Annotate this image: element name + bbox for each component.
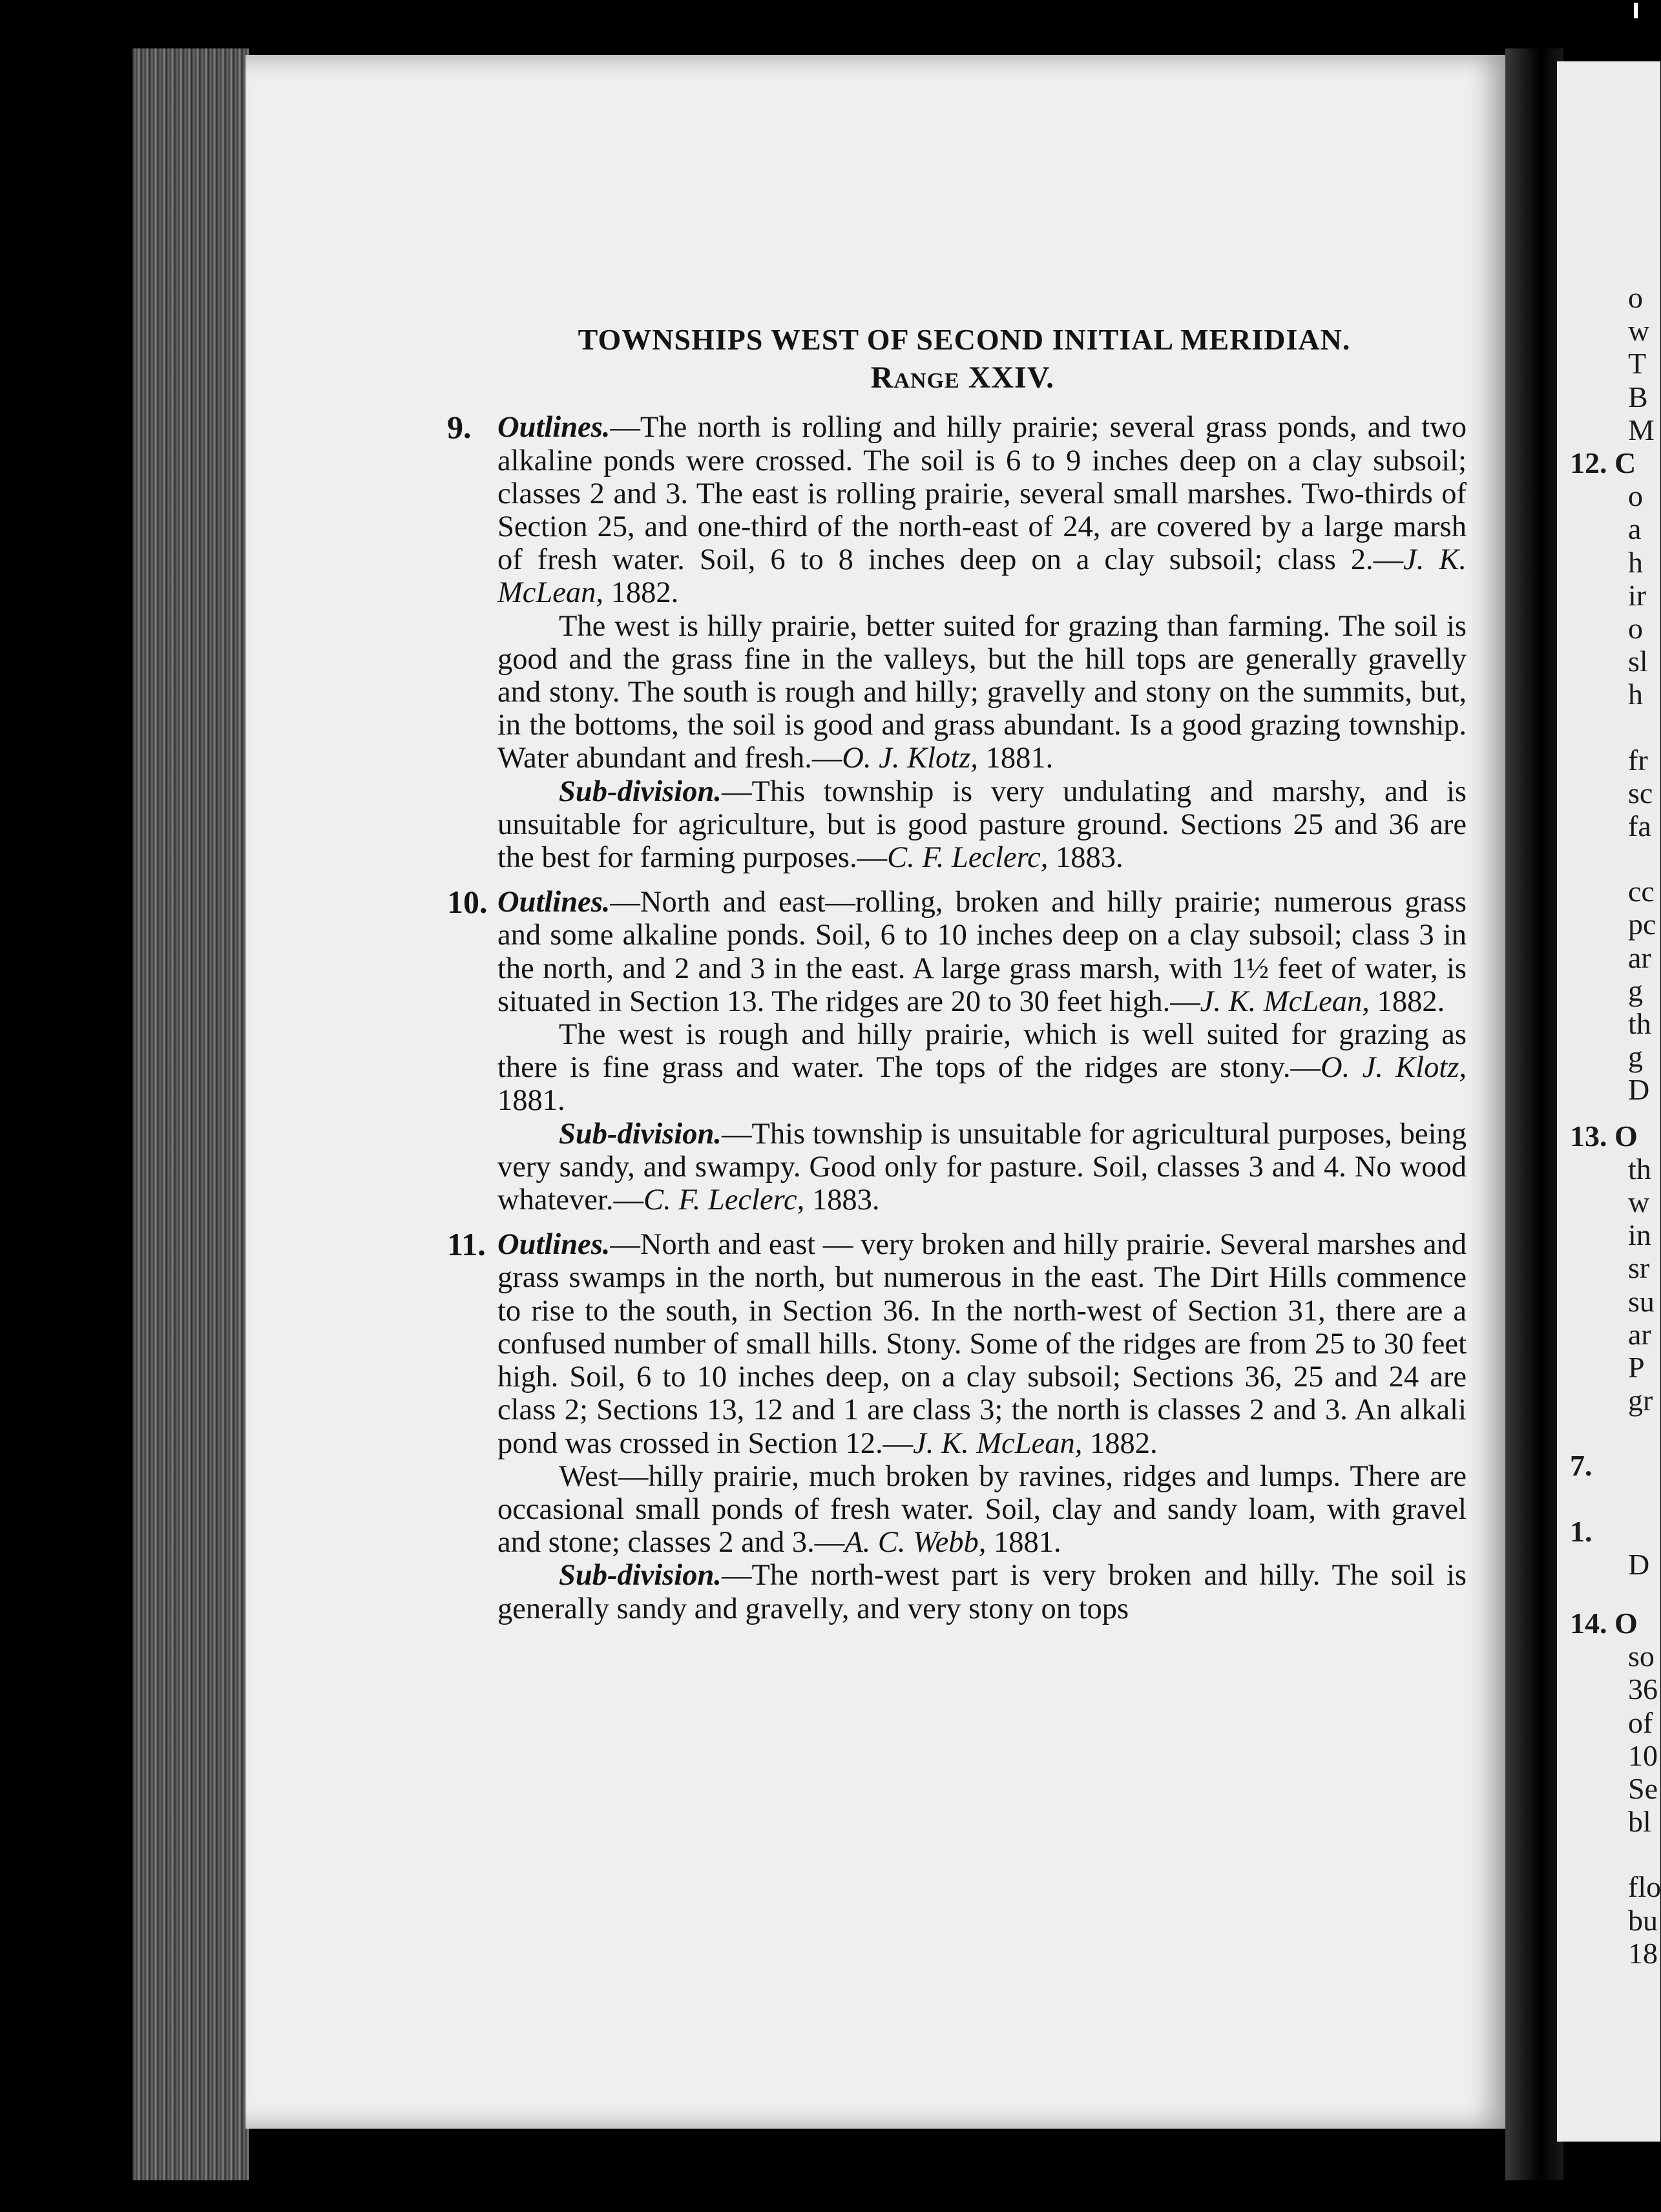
paragraph-label: Sub-division. xyxy=(559,775,722,808)
facing-page-line: D xyxy=(1628,1547,1650,1581)
survey-year: 1881. xyxy=(977,742,1054,775)
facing-page-line: M xyxy=(1628,413,1655,446)
facing-page-line: g xyxy=(1628,1040,1643,1074)
facing-page-line: T xyxy=(1628,347,1647,381)
facing-page-fragment xyxy=(1557,61,1660,2142)
facing-page-line: g xyxy=(1628,974,1643,1007)
survey-paragraph xyxy=(497,1228,1467,1459)
paragraph-label: Sub-division. xyxy=(559,1559,722,1592)
facing-page-line: P xyxy=(1628,1351,1645,1384)
paragraph-text: —This township is unsuitable for agricultural purposes, being very sandy, and swampy. Good only for pasture. Soil, classes 3 and 4. No wood whatever.— xyxy=(497,1117,1467,1217)
facing-page-line: h xyxy=(1628,545,1643,579)
facing-page-line: sl xyxy=(1628,645,1648,678)
paragraph-text: —North and east — very broken and hilly prairie. Several marshes and grass swamps in the north, but numerous in the east. The Dirt Hills commence to rise to the south, in Section 36. In the north-west of Section 31, there are a confused number of small hills. Stony. Some of the ridges are from 25 to 30 feet high. Soil, 6 to 10 inches deep, on a clay subsoil; Sections 36, 25 and 24 are class 2; Sections 13, 12 and 1 are class 3; the north is classes 2 and 3. An alkali pond was crossed in Section 12.— xyxy=(497,1228,1467,1460)
page-heading: TOWNSHIPS WEST OF SECOND INITIAL MERIDIAN. xyxy=(578,323,1351,356)
facing-page-line: 13. O xyxy=(1570,1119,1638,1153)
facing-page-line: pc xyxy=(1628,908,1656,941)
survey-year: 1883. xyxy=(1048,841,1123,875)
facing-page-line: 7. xyxy=(1570,1449,1593,1483)
township-entry xyxy=(447,1226,1467,1625)
township-number: 11. xyxy=(447,1226,486,1263)
facing-page-line: h xyxy=(1628,678,1643,711)
facing-page-line: ar xyxy=(1628,1317,1651,1351)
surveyor-name: O. J. Klotz, xyxy=(842,742,978,775)
facing-page-line: 18 xyxy=(1628,1936,1658,1970)
paragraph-text: West—hilly prairie, much broken by ravines, ridges and lumps. There are occasional small ponds of fresh water. Soil, clay and sandy loam, with gravel and stone; classes 2 and 3.— xyxy=(497,1459,1467,1560)
township-entry xyxy=(447,884,1467,1217)
facing-page-line: w xyxy=(1628,314,1650,348)
township-list xyxy=(447,409,1467,1625)
facing-page-line: ir xyxy=(1628,578,1647,612)
facing-page-line: 36 xyxy=(1628,1673,1658,1706)
paragraph-text: —North and east—rolling, broken and hilly prairie; numerous grass and some alkaline ponds. Soil, 6 to 10 inches deep on a clay subsoil; class 3 in the north, and 2 and 3 in the east. A large grass marsh, with 1½ feet of water, is situated in Section 13. The ridges are 20 to 30 feet high.— xyxy=(497,886,1467,1018)
facing-page-line: D xyxy=(1628,1073,1650,1107)
surveyor-name: J. K. McLean, xyxy=(1200,985,1370,1018)
facing-page-line: 10 xyxy=(1628,1738,1658,1772)
survey-paragraph xyxy=(497,1118,1467,1217)
paragraph-label: Outlines. xyxy=(497,411,611,444)
survey-year: 1883. xyxy=(804,1184,880,1217)
paragraph-text: —The north is rolling and hilly prairie; several grass ponds, and two alkaline ponds were crossed. The soil is 6 to 9 inches deep on a clay subsoil; classes 2 and 3. The east is rolling prairie, several small marshes. Two-thirds of Section 25, and one-third of the north-east of 24, are covered by a large marsh of fresh water. Soil, 6 to 8 inches deep on a clay subsoil; class 2.— xyxy=(497,411,1467,577)
facing-page-line: bl xyxy=(1628,1805,1651,1839)
facing-page-line: of xyxy=(1628,1706,1653,1739)
facing-page-line: B xyxy=(1628,380,1648,413)
page-text-block xyxy=(447,323,1467,1637)
book-gutter xyxy=(1505,48,1563,2180)
facing-page-line: ar xyxy=(1628,941,1651,974)
facing-page-line: sr xyxy=(1628,1251,1650,1285)
surveyor-name: C. F. Leclerc, xyxy=(887,841,1049,875)
facing-page-line: 1. xyxy=(1570,1514,1593,1548)
survey-paragraph xyxy=(497,1018,1467,1118)
survey-paragraph xyxy=(497,1559,1467,1625)
survey-year: 1882. xyxy=(1369,985,1445,1018)
survey-paragraph xyxy=(497,775,1467,875)
facing-page-line: th xyxy=(1628,1152,1651,1185)
surveyor-name: A. C. Webb, xyxy=(844,1526,987,1560)
book-page-edges xyxy=(132,48,249,2180)
paragraph-label: Outlines. xyxy=(497,886,611,919)
facing-page-line: su xyxy=(1628,1284,1655,1318)
facing-page-line: bu xyxy=(1628,1903,1658,1937)
paragraph-label: Sub-division. xyxy=(559,1117,722,1151)
facing-page-text xyxy=(1557,61,1660,2142)
facing-page-line: fr xyxy=(1628,743,1648,777)
paragraph-text: —The north-west part is very broken and hilly. The soil is generally sandy and gravelly, and very stony on tops xyxy=(497,1559,1467,1625)
surveyor-name: C. F. Leclerc, xyxy=(643,1184,805,1217)
paragraph-text: The west is rough and hilly prairie, which is well suited for grazing as there is fine grass and water. The tops of the ridges are stony.— xyxy=(497,1018,1467,1085)
township-entry xyxy=(447,409,1467,875)
facing-page-line: fa xyxy=(1628,809,1651,842)
facing-page-line: Se xyxy=(1628,1772,1658,1805)
facing-page-line: th xyxy=(1628,1007,1651,1040)
surveyor-name: J. K. McLean, xyxy=(497,543,1467,610)
facing-page-line: o xyxy=(1628,281,1643,314)
survey-paragraph xyxy=(497,886,1467,1018)
facing-page-line: cc xyxy=(1628,875,1655,908)
facing-page-line: 12. C xyxy=(1570,446,1636,479)
surveyor-name: O. J. Klotz, xyxy=(1321,1051,1467,1085)
survey-paragraph xyxy=(497,1460,1467,1560)
paragraph-label: Outlines. xyxy=(497,1228,611,1262)
facing-page-line: flo xyxy=(1628,1870,1661,1904)
township-number: 10. xyxy=(447,884,488,921)
facing-page-line: w xyxy=(1628,1185,1650,1218)
paragraph-text: The west is hilly prairie, better suited for grazing than farming. The soil is good and the grass fine in the valleys, but the hill tops are generally gravelly and stony. The south is rough and hilly; gravelly and stony on the summits, but, in the bottoms, the soil is good and grass abundant. Is a good grazing township. Water abundant and fresh.— xyxy=(497,609,1467,775)
survey-year: 1882. xyxy=(603,576,679,610)
survey-paragraph xyxy=(497,411,1467,609)
facing-page-line: gr xyxy=(1628,1384,1653,1417)
survey-year: 1882. xyxy=(1082,1426,1158,1460)
township-number: 9. xyxy=(447,409,472,446)
survey-year: 1881. xyxy=(497,1084,565,1118)
facing-page-line: so xyxy=(1628,1640,1655,1673)
facing-page-line: sc xyxy=(1628,776,1653,809)
corner-mark: ╹ xyxy=(1628,4,1644,33)
surveyor-name: J. K. McLean, xyxy=(913,1426,1083,1460)
survey-year: 1881. xyxy=(986,1526,1061,1560)
facing-page-line: in xyxy=(1628,1218,1651,1252)
facing-page-line: o xyxy=(1628,612,1643,645)
paragraph-text: —This township is very undulating and marshy, and is unsuitable for agriculture, but is good pasture ground. Sections 25 and 36 are the best for farming purposes.— xyxy=(497,775,1467,875)
survey-paragraph xyxy=(497,610,1467,775)
range-heading: Range XXIV. xyxy=(870,360,1055,395)
facing-page-line: o xyxy=(1628,479,1643,513)
facing-page-line: a xyxy=(1628,512,1642,546)
facing-page-line: 14. O xyxy=(1570,1607,1638,1640)
